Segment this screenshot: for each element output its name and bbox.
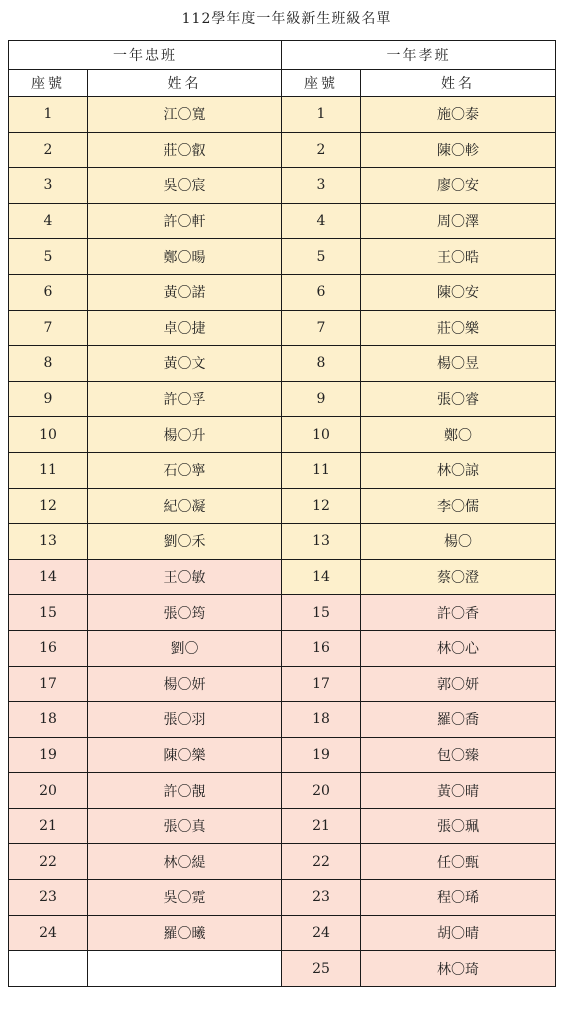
student-name-cell: 羅〇喬 <box>361 702 556 738</box>
seat-number-cell: 11 <box>9 452 88 488</box>
student-name-cell: 黃〇諾 <box>88 274 282 310</box>
student-name-cell: 卓〇捷 <box>88 310 282 346</box>
seat-number-cell: 21 <box>282 808 361 844</box>
table-row <box>9 310 556 346</box>
seat-number-cell: 22 <box>282 844 361 880</box>
name-column-header: 姓名 <box>361 70 556 97</box>
seat-number-cell: 8 <box>9 346 88 382</box>
student-name-cell: 張〇睿 <box>361 381 556 417</box>
seat-number-cell: 25 <box>282 951 361 987</box>
seat-number-cell: 11 <box>282 452 361 488</box>
seat-number-cell: 16 <box>282 630 361 666</box>
student-name-cell: 林〇琦 <box>361 951 556 987</box>
seat-number-cell: 24 <box>282 915 361 951</box>
student-name-cell: 蔡〇澄 <box>361 559 556 595</box>
student-name-cell: 王〇晧 <box>361 239 556 275</box>
student-name-cell: 鄭〇 <box>361 417 556 453</box>
seat-number-cell: 18 <box>282 702 361 738</box>
student-name-cell: 張〇珮 <box>361 808 556 844</box>
table-row <box>9 844 556 880</box>
seat-number-cell: 9 <box>282 381 361 417</box>
seat-number-cell: 14 <box>282 559 361 595</box>
student-name-cell: 莊〇叡 <box>88 132 282 168</box>
student-name-cell: 林〇緹 <box>88 844 282 880</box>
seat-number-cell: 1 <box>9 97 88 133</box>
student-name-cell: 許〇靚 <box>88 773 282 809</box>
table-row <box>9 559 556 595</box>
seat-number-cell: 17 <box>9 666 88 702</box>
student-name-cell: 莊〇樂 <box>361 310 556 346</box>
student-name-cell <box>88 951 282 987</box>
seat-number-cell: 10 <box>282 417 361 453</box>
seat-number-cell: 12 <box>282 488 361 524</box>
seat-column-header: 座號 <box>9 70 88 97</box>
student-name-cell: 林〇心 <box>361 630 556 666</box>
seat-number-cell: 22 <box>9 844 88 880</box>
seat-number-cell: 24 <box>9 915 88 951</box>
seat-number-cell: 6 <box>282 274 361 310</box>
table-row <box>9 97 556 133</box>
student-name-cell: 王〇敏 <box>88 559 282 595</box>
student-name-cell: 施〇泰 <box>361 97 556 133</box>
seat-number-cell: 8 <box>282 346 361 382</box>
seat-number-cell: 18 <box>9 702 88 738</box>
table-row <box>9 346 556 382</box>
seat-number-cell: 9 <box>9 381 88 417</box>
table-row <box>9 381 556 417</box>
table-row <box>9 630 556 666</box>
student-name-cell: 紀〇凝 <box>88 488 282 524</box>
student-name-cell: 許〇香 <box>361 595 556 631</box>
table-row <box>9 595 556 631</box>
student-name-cell: 程〇琋 <box>361 880 556 916</box>
student-name-cell: 包〇臻 <box>361 737 556 773</box>
seat-number-cell: 10 <box>9 417 88 453</box>
table-row <box>9 773 556 809</box>
table-row <box>9 132 556 168</box>
student-name-cell: 郭〇妍 <box>361 666 556 702</box>
table-row <box>9 666 556 702</box>
seat-number-cell: 4 <box>9 203 88 239</box>
class-header-a: 一年忠班 <box>9 41 282 70</box>
seat-number-cell: 14 <box>9 559 88 595</box>
student-name-cell: 吳〇霓 <box>88 880 282 916</box>
student-name-cell: 陳〇樂 <box>88 737 282 773</box>
student-name-cell: 陳〇安 <box>361 274 556 310</box>
name-column-header: 姓名 <box>88 70 282 97</box>
seat-number-cell: 23 <box>9 880 88 916</box>
student-name-cell: 劉〇禾 <box>88 524 282 560</box>
seat-number-cell: 5 <box>9 239 88 275</box>
student-name-cell: 楊〇昱 <box>361 346 556 382</box>
seat-number-cell <box>9 951 88 987</box>
student-name-cell: 黃〇晴 <box>361 773 556 809</box>
seat-number-cell: 15 <box>9 595 88 631</box>
table-row <box>9 880 556 916</box>
table-row <box>9 488 556 524</box>
student-name-cell: 羅〇曦 <box>88 915 282 951</box>
student-name-cell: 楊〇 <box>361 524 556 560</box>
student-name-cell: 許〇軒 <box>88 203 282 239</box>
seat-number-cell: 19 <box>282 737 361 773</box>
seat-number-cell: 7 <box>282 310 361 346</box>
student-name-cell: 吳〇宸 <box>88 168 282 204</box>
table-row <box>9 915 556 951</box>
student-name-cell: 廖〇安 <box>361 168 556 204</box>
table-row <box>9 203 556 239</box>
seat-number-cell: 1 <box>282 97 361 133</box>
table-row <box>9 239 556 275</box>
table-row <box>9 524 556 560</box>
seat-number-cell: 3 <box>282 168 361 204</box>
table-row <box>9 168 556 204</box>
student-name-cell: 張〇筠 <box>88 595 282 631</box>
seat-number-cell: 21 <box>9 808 88 844</box>
seat-number-cell: 6 <box>9 274 88 310</box>
seat-number-cell: 20 <box>282 773 361 809</box>
table-row <box>9 951 556 987</box>
document-title: 112學年度一年級新生班級名單 <box>181 11 392 27</box>
seat-number-cell: 5 <box>282 239 361 275</box>
seat-number-cell: 12 <box>9 488 88 524</box>
seat-number-cell: 13 <box>9 524 88 560</box>
table-row <box>9 808 556 844</box>
seat-number-cell: 2 <box>282 132 361 168</box>
seat-number-cell: 16 <box>9 630 88 666</box>
seat-number-cell: 19 <box>9 737 88 773</box>
student-name-cell: 石〇寧 <box>88 452 282 488</box>
student-name-cell: 鄭〇暘 <box>88 239 282 275</box>
student-name-cell: 張〇真 <box>88 808 282 844</box>
student-name-cell: 任〇甄 <box>361 844 556 880</box>
student-name-cell: 周〇澤 <box>361 203 556 239</box>
student-name-cell: 楊〇升 <box>88 417 282 453</box>
student-name-cell: 陳〇軫 <box>361 132 556 168</box>
table-row <box>9 417 556 453</box>
student-name-cell: 許〇孚 <box>88 381 282 417</box>
roster-body <box>9 97 556 987</box>
seat-number-cell: 4 <box>282 203 361 239</box>
student-name-cell: 楊〇妍 <box>88 666 282 702</box>
student-name-cell: 黃〇文 <box>88 346 282 382</box>
seat-number-cell: 2 <box>9 132 88 168</box>
seat-number-cell: 20 <box>9 773 88 809</box>
seat-number-cell: 17 <box>282 666 361 702</box>
student-name-cell: 胡〇晴 <box>361 915 556 951</box>
seat-number-cell: 7 <box>9 310 88 346</box>
seat-number-cell: 3 <box>9 168 88 204</box>
seat-number-cell: 13 <box>282 524 361 560</box>
student-name-cell: 江〇寬 <box>88 97 282 133</box>
table-row <box>9 274 556 310</box>
seat-number-cell: 15 <box>282 595 361 631</box>
student-name-cell: 林〇諒 <box>361 452 556 488</box>
seat-column-header: 座號 <box>282 70 361 97</box>
seat-number-cell: 23 <box>282 880 361 916</box>
student-name-cell: 李〇儒 <box>361 488 556 524</box>
student-name-cell: 張〇羽 <box>88 702 282 738</box>
table-row <box>9 737 556 773</box>
table-row <box>9 452 556 488</box>
class-roster-table <box>8 40 556 987</box>
class-header-b: 一年孝班 <box>282 41 556 70</box>
table-row <box>9 702 556 738</box>
student-name-cell: 劉〇 <box>88 630 282 666</box>
